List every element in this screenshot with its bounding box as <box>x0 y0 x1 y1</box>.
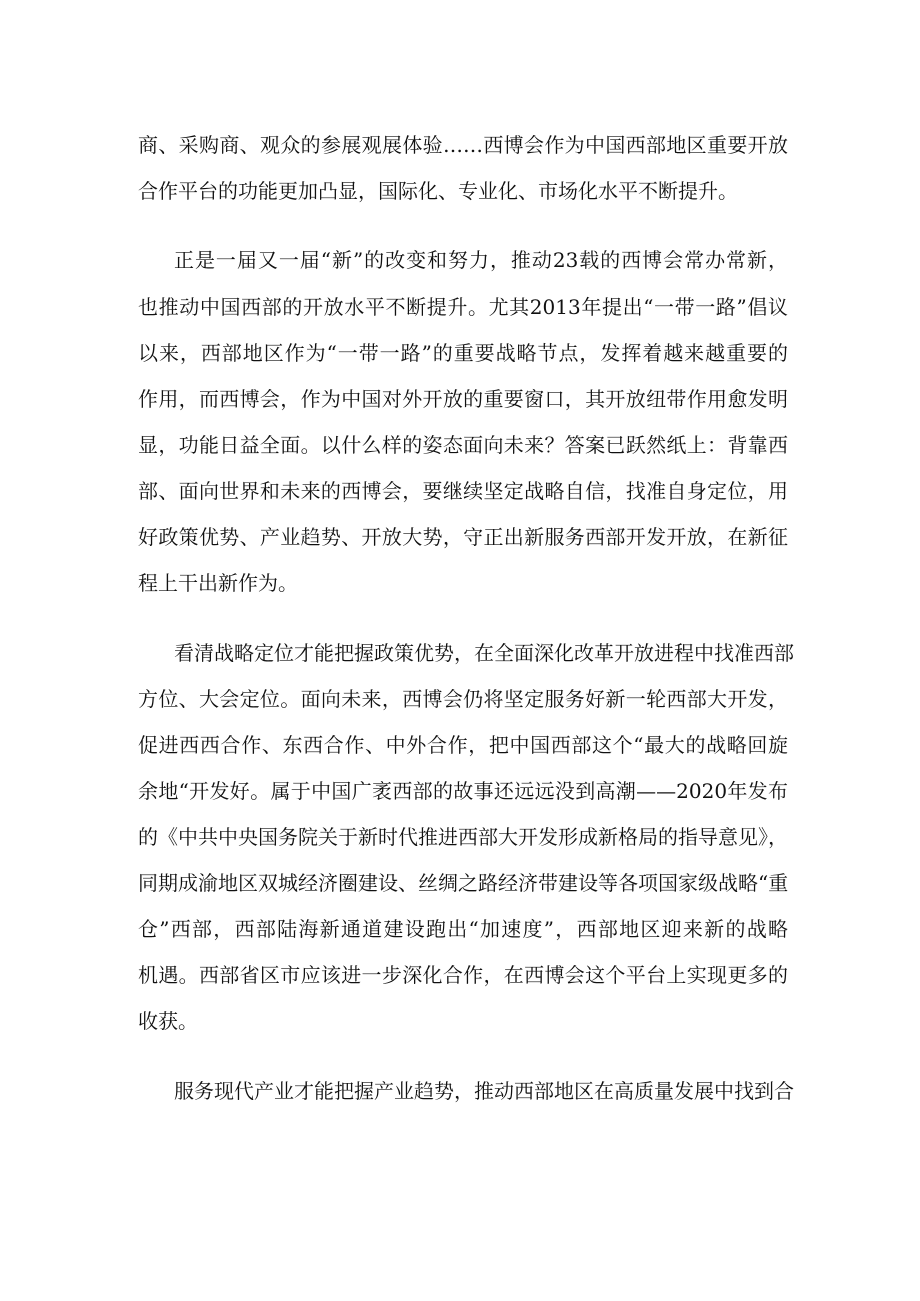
paragraph-line: 也推动中国西部的开放水平不断提升。尤其2013年提出“一带一路”倡议 <box>138 295 788 319</box>
paragraph-line: 好政策优势、产业趋势、开放大势，守正出新服务西部开发开放，在新征 <box>138 525 788 549</box>
paragraph-line: 余地“开发好。属于中国广袤西部的故事还远远没到高潮——2020年发布 <box>138 779 788 803</box>
paragraph-line: 作用，而西博会，作为中国对外开放的重要窗口，其开放纽带作用愈发明 <box>138 387 788 411</box>
paragraph-line: 的《中共中央国务院关于新时代推进西部大开发形成新格局的指导意见》， <box>138 825 788 849</box>
paragraph-line: 正是一届又一届“新”的改变和努力，推动23载的西博会常办常新， <box>174 248 788 272</box>
paragraph-line: 仓”西部，西部陆海新通道建设跑出“加速度”，西部地区迎来新的战略 <box>138 917 788 941</box>
paragraph-line: 显，功能日益全面。以什么样的姿态面向未来？答案已跃然纸上：背靠西 <box>138 433 788 457</box>
paragraph-line: 服务现代产业才能把握产业趋势，推动西部地区在高质量发展中找到合 <box>174 1079 794 1103</box>
paragraph-line: 方位、大会定位。面向未来，西博会仍将坚定服务好新一轮西部大开发， <box>138 687 788 711</box>
paragraph-line: 部、面向世界和未来的西博会，要继续坚定战略自信，找准自身定位，用 <box>138 479 788 503</box>
paragraph-line: 同期成渝地区双城经济圈建设、丝绸之路经济带建设等各项国家级战略“重 <box>138 871 789 895</box>
paragraph-line: 程上干出新作为。 <box>138 571 298 595</box>
paragraph-line: 商、采购商、观众的参展观展体验……西博会作为中国西部地区重要开放 <box>138 133 788 157</box>
paragraph-line: 合作平台的功能更加凸显，国际化、专业化、市场化水平不断提升。 <box>138 179 738 203</box>
paragraph-line: 机遇。西部省区市应该进一步深化合作，在西博会这个平台上实现更多的 <box>138 963 788 987</box>
paragraph-line: 以来，西部地区作为“一带一路”的重要战略节点，发挥着越来越重要的 <box>138 341 788 365</box>
paragraph-line: 促进西西合作、东西合作、中外合作，把中国西部这个“最大的战略回旋 <box>138 733 788 757</box>
paragraph-line: 收获。 <box>138 1009 198 1033</box>
paragraph-line: 看清战略定位才能把握政策优势，在全面深化改革开放进程中找准西部 <box>174 641 794 665</box>
